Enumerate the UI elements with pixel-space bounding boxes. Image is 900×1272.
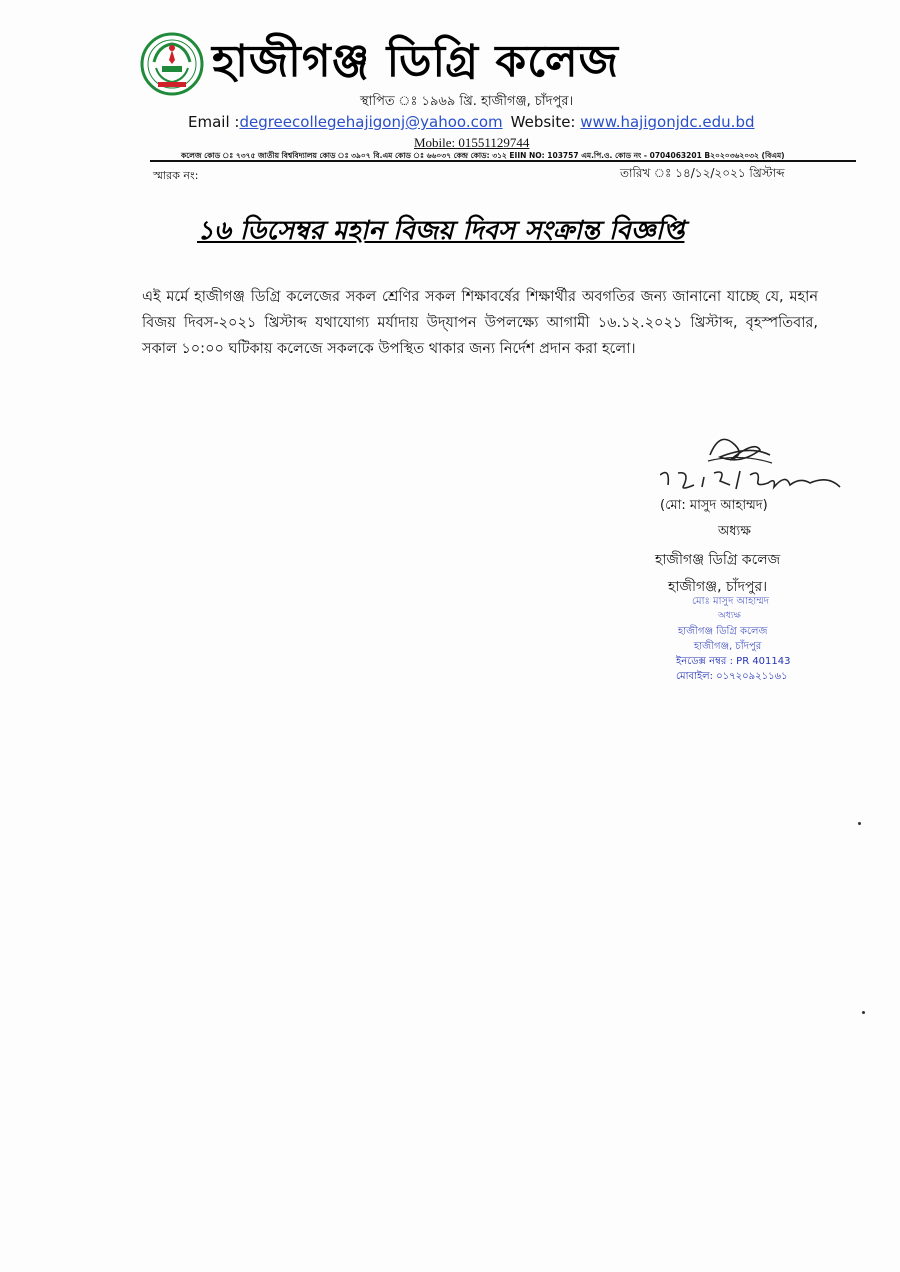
- stamp-title: অধ্যক্ষ: [718, 611, 741, 621]
- memo-number-label: স্মারক নং:: [153, 169, 199, 182]
- scan-speck: [862, 1011, 865, 1014]
- header-divider: [150, 160, 856, 162]
- signatory-college: হাজীগঞ্জ ডিগ্রি কলেজ: [655, 552, 781, 568]
- stamp-index: ইনডেক্স নম্বর : PR 401143: [676, 656, 791, 667]
- scan-speck: [858, 822, 861, 825]
- email-label: Email :: [188, 113, 240, 131]
- signatory-place: হাজীগঞ্জ, চাঁদপুর।: [668, 579, 768, 595]
- stamp-place: হাজীগঞ্জ, চাঁদপুর: [694, 641, 762, 652]
- official-stamp: [670, 594, 830, 684]
- principal-title: অধ্যক্ষ: [718, 524, 751, 539]
- stamp-mobile: মোবাইল: ০১৭২০৯২১১৬১: [676, 671, 788, 682]
- notice-subject: ১৬ ডিসেম্বর মহান বিজয় দিবস সংক্রান্ত বিজ্ঞপ্তি: [197, 216, 685, 246]
- stamp-college: হাজীগঞ্জ ডিগ্রি কলেজ: [678, 626, 768, 637]
- notice-body: এই মর্মে হাজীগঞ্জ ডিগ্রি কলেজের সকল শ্রেণির সকল শিক্ষাবর্ষের শিক্ষার্থীর অবগতির জন্য জানানো যাচ্ছে যে, মহান বিজয় দিবস-২০২১ খ্রিস্টাব্দ যথাযোগ্য মর্যাদায় উদ্‌যাপন উপলক্ষ্যে আগামী ১৬.১২.২০২১ খ্রিস্টাব্দ, বৃহস্পতিবার, সকাল ১০:০০ ঘটিকায় কলেজে সকলকে উপস্থিত থাকার জন্য নির্দেশ প্রদান করা হলো।: [142, 289, 818, 357]
- website-link[interactable]: www.hajigonjdc.edu.bd: [580, 113, 755, 131]
- college-logo: [140, 32, 204, 96]
- email-link[interactable]: degreecollegehajigonj@yahoo.com: [239, 113, 503, 131]
- institution-codes: কলেজ কোড ঃ ৭৩৭৫ জাতীয় বিশ্ববিদ্যালয় কোড ঃ ৩৯০৭ বি.এম কোড ঃ ৬৬০৩৭ কেন্দ্র কোড: ৩১২ EIIN NO: 103757 এম.পি.ও. কোড নং - 0704063201 B২০২০৩৬২০৩২ (বিএম): [181, 151, 785, 160]
- stamp-name: মোঃ মাসুদ আহাম্মদ: [692, 596, 770, 607]
- mobile-number: Mobile: 01551129744: [414, 135, 530, 150]
- established-line: স্থাপিত ঃ ১৯৬৯ খ্রি. হাজীগঞ্জ, চাঁদপুর।: [360, 94, 574, 109]
- website-label: Website:: [510, 113, 576, 131]
- principal-name: (মো: মাসুদ আহাম্মদ): [660, 498, 768, 513]
- contact-line: [188, 113, 755, 131]
- notice-date: তারিখ ঃ ১৪/১২/২০২১ খ্রিস্টাব্দ: [620, 166, 785, 180]
- college-name: হাজীগঞ্জ ডিগ্রি কলেজ: [212, 36, 620, 87]
